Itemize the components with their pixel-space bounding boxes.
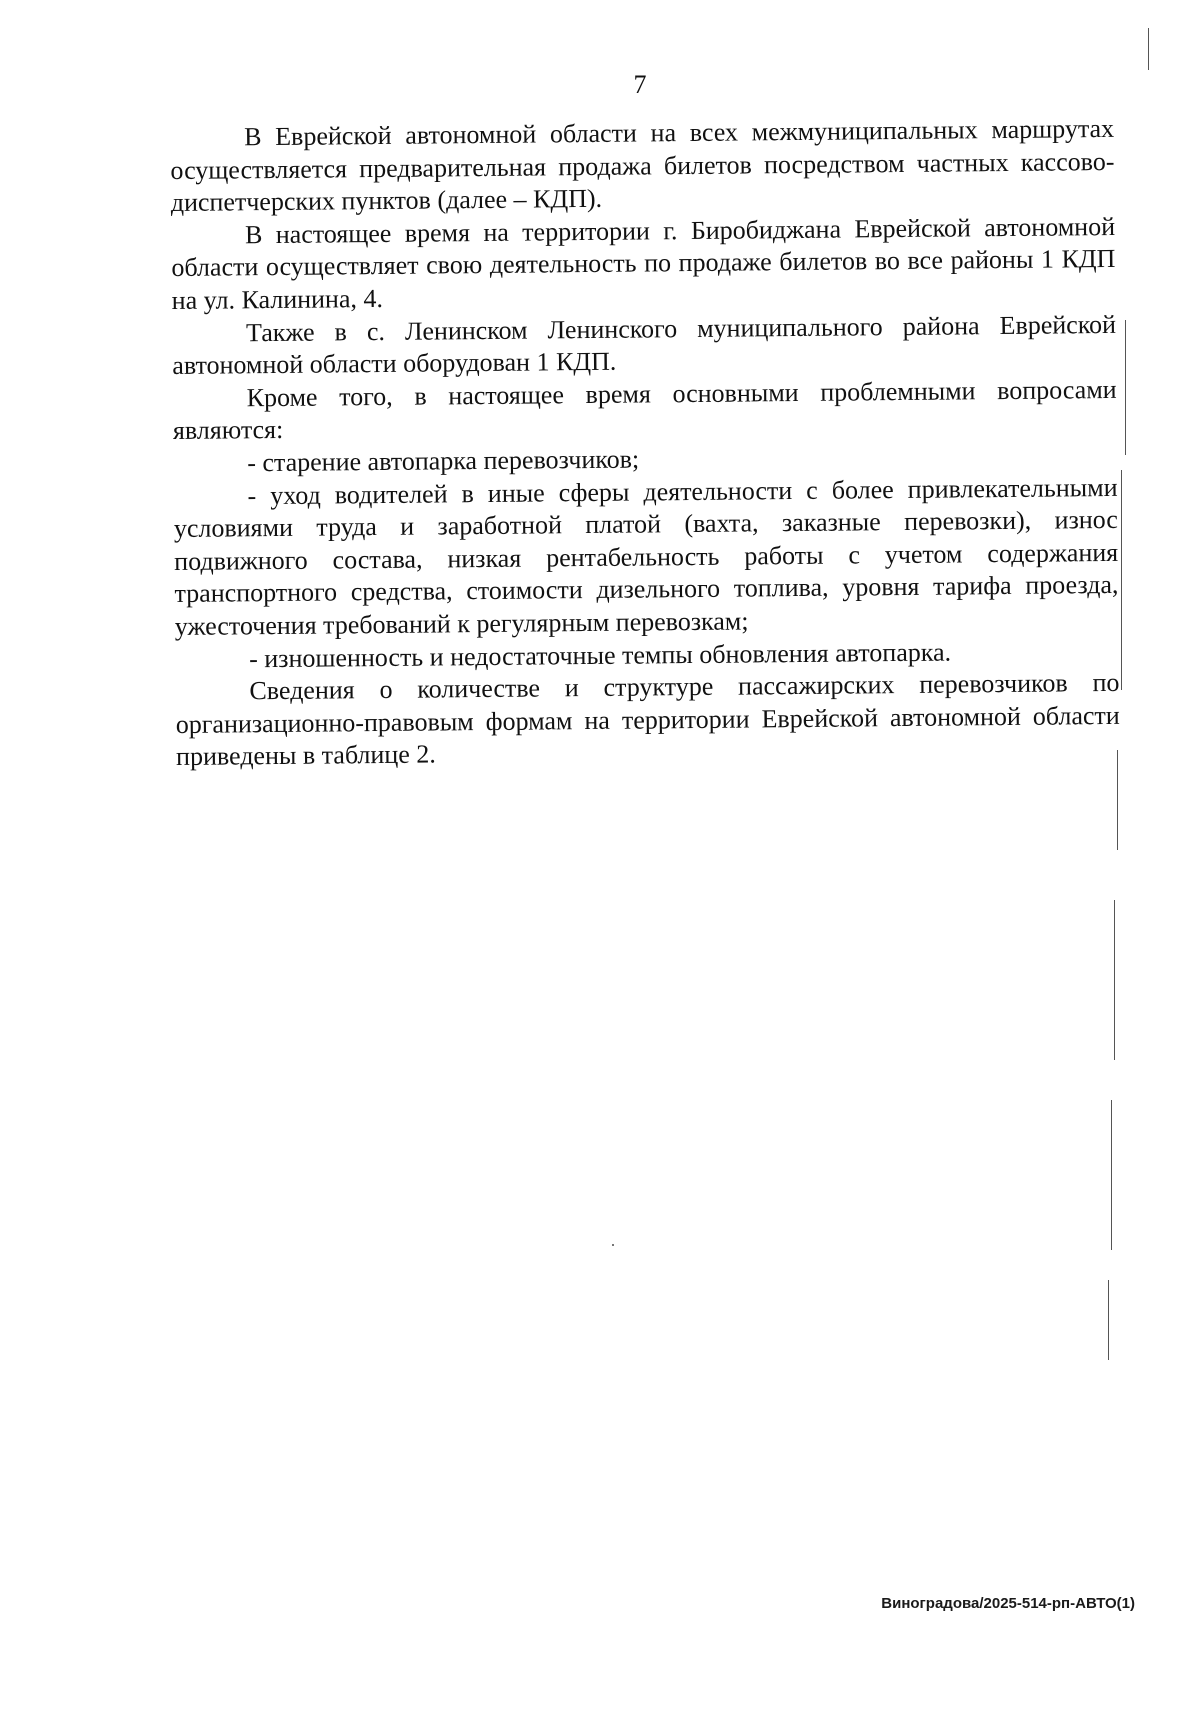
paragraph-birobidzhan-kdp: В настоящее время на территории г. Биробиджана Еврейской автономной области осуществляет свою деятельность по продаже билетов во все районы 1 КДП на ул. Калинина, 4. [171,211,1116,315]
scan-margin-line [1111,1100,1112,1250]
paragraph-leninskoye-kdp: Также в с. Ленинском Ленинского муниципального района Еврейской автономной области оборудован 1 КДП. [172,309,1117,381]
list-item-fleet-wear: - изношенность и недостаточные темпы обновления автопарка. [249,637,952,673]
list-item-aging-fleet: - старение автопарка перевозчиков; [247,444,640,478]
scan-speck [612,1244,614,1246]
scan-margin-line [1125,320,1126,455]
document-code-footer: Виноградова/2025-514-рп-АВТО(1) [881,1595,1135,1612]
paragraph-ticket-sales: В Еврейской автономной области на всех межмуниципальных маршрутах осуществляется предварительная продажа билетов посредством частных кассово-диспетчерских пунктов (далее – КДП). [170,113,1115,218]
page-number: 7 [633,70,647,99]
list-item-driver-outflow: - уход водителей в иные сферы деятельности с более привлекательными условиями труда и заработной платой (вахта, заказные перевозки), износ подвижного состава, низкая рентабельность работы с учетом содержания транспортного средства, стоимости дизельного топлива, уровня тарифа проезда, ужесточения требований к регулярным перевозкам; [173,472,1119,641]
paragraph-problems-intro: Кроме того, в настоящее время основными проблемными вопросами являются: [172,374,1117,446]
document-body [170,113,1120,774]
scan-margin-line [1108,1280,1109,1360]
paragraph-table-reference: Сведения о количестве и структуре пассажирских перевозчиков по организационно-правовым формам на территории Еврейской автономной области приведены в таблице 2. [175,668,1120,772]
scan-margin-line [1114,900,1115,1060]
scan-margin-line [1148,28,1149,70]
scan-margin-line [1117,750,1118,850]
scan-margin-line [1121,470,1122,690]
